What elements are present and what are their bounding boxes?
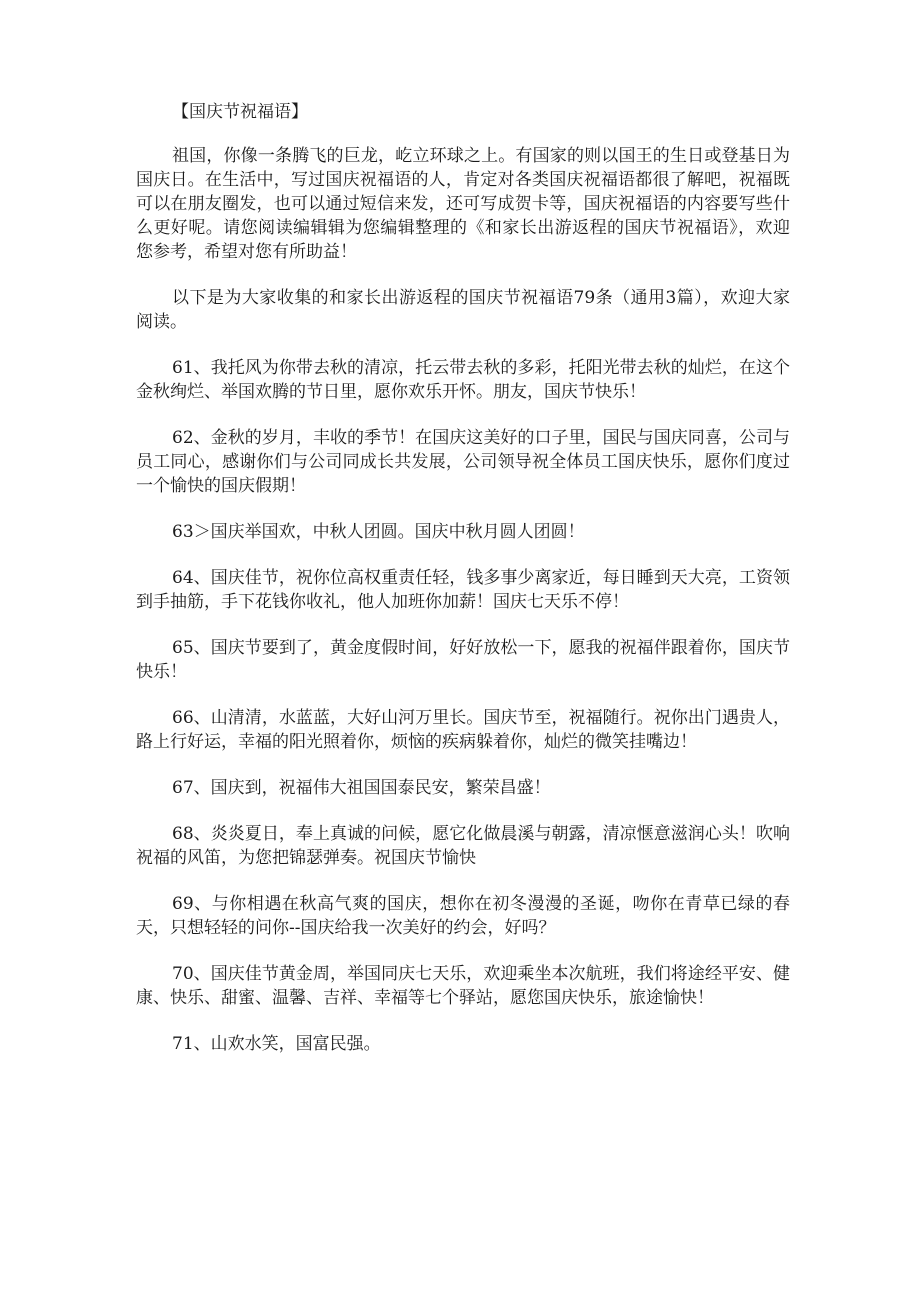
document-title: 【国庆节祝福语】 bbox=[172, 102, 308, 122]
blessing-item-71: 71、山欢水笑，国富民强。 bbox=[172, 1034, 381, 1054]
blessing-item-61: 61、我托风为你带去秋的清凉，托云带去秋的多彩，托阳光带去秋的灿烂，在这个金秋绚烂、举国欢腾的节日里，愿你欢乐开怀。朋友，国庆节快乐！ bbox=[136, 358, 790, 402]
intro-paragraph: 祖国，你像一条腾飞的巨龙，屹立环球之上。有国家的则以国王的生日或登基日为国庆日。在生活中，写过国庆祝福语的人，肯定对各类国庆祝福语都很了解吧，祝福既可以在朋友圈发，也可以通过短信来发，还可写成贺卡等，国庆祝福语的内容要写些什么更好呢。请您阅读编辑辑为您编辑整理的《和家长出游返程的国庆节祝福语》，欢迎您参考，希望对您有所助益！ bbox=[136, 146, 790, 262]
blessing-item-67: 67、国庆到，祝福伟大祖国国泰民安，繁荣昌盛！ bbox=[172, 778, 551, 798]
blessing-item-70: 70、国庆佳节黄金周，举国同庆七天乐，欢迎乘坐本次航班，我们将途经平安、健康、快乐、甜蜜、温馨、吉祥、幸福等七个驿站，愿您国庆快乐，旅途愉快！ bbox=[136, 964, 790, 1008]
blessing-item-63: 63＞国庆举国欢，中秋人团圆。国庆中秋月圆人团圆！ bbox=[172, 522, 585, 542]
blessing-item-65: 65、国庆节要到了，黄金度假时间，好好放松一下，愿我的祝福伴跟着你，国庆节快乐！ bbox=[136, 638, 790, 682]
document-page bbox=[136, 100, 790, 1078]
blessing-item-66: 66、山清清，水蓝蓝，大好山河万里长。国庆节至，祝福随行。祝你出门遇贵人，路上行好运，幸福的阳光照着你，烦恼的疾病躲着你，灿烂的微笑挂嘴边！ bbox=[136, 708, 790, 752]
blessing-item-68: 68、炎炎夏日，奉上真诚的问候，愿它化做晨溪与朝露，清凉惬意滋润心头！吹响祝福的风笛，为您把锦瑟弹奏。祝国庆节愉快 bbox=[136, 824, 790, 868]
blessing-item-62: 62、金秋的岁月，丰收的季节！在国庆这美好的口子里，国民与国庆同喜，公司与员工同心，感谢你们与公司同成长共发展，公司领导祝全体员工国庆快乐，愿你们度过一个愉快的国庆假期！ bbox=[136, 428, 790, 496]
blessing-item-64: 64、国庆佳节，祝你位高权重责任轻，钱多事少离家近，每日睡到天大亮，工资领到手抽筋，手下花钱你收礼，他人加班你加薪！国庆七天乐不停！ bbox=[136, 568, 790, 612]
summary-paragraph: 以下是为大家收集的和家长出游返程的国庆节祝福语79条（通用3篇），欢迎大家阅读。 bbox=[136, 288, 790, 332]
blessing-item-69: 69、与你相遇在秋高气爽的国庆，想你在初冬漫漫的圣诞，吻你在青草已绿的春天，只想轻轻的问你--国庆给我一次美好的约会，好吗？ bbox=[136, 894, 790, 938]
